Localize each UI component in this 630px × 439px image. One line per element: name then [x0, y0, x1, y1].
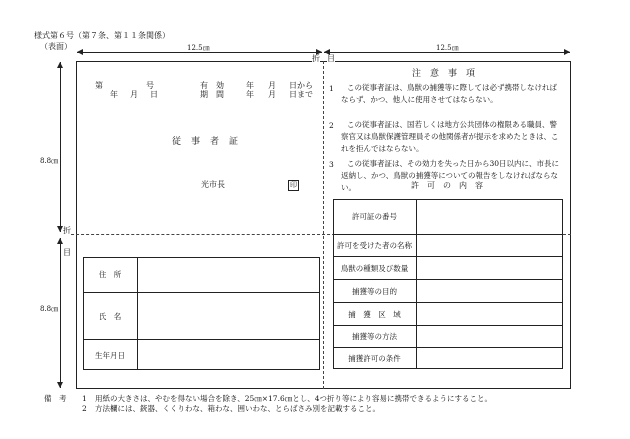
- valid-to-year: 年: [246, 90, 254, 99]
- arrow-down-icon: [57, 382, 63, 388]
- issued-month: 月: [130, 90, 138, 99]
- issuer: 光市長: [201, 180, 225, 189]
- right-width-arrow-line: [324, 52, 570, 53]
- remark-text-2: 方法欄には、銃器、くくりわな、箱わな、囲いわな、とらばさみ別を記載すること。: [95, 404, 380, 413]
- holder-value-name[interactable]: [138, 293, 320, 339]
- issued-day: 日: [150, 90, 158, 99]
- arrow-up-icon: [57, 238, 63, 244]
- permit-value-permittee[interactable]: [417, 235, 563, 256]
- note-text-1: この従事者証は、鳥獣の捕獲等に際しては必ず携帯しなければならず、かつ、他人に使用させてはならない。: [341, 83, 557, 104]
- permit-value-purpose[interactable]: [417, 280, 563, 302]
- seal-stamp: 印: [290, 181, 297, 189]
- arrow-up-icon: [57, 62, 63, 68]
- permit-label-permittee: 許可を受けた者の名称: [337, 241, 412, 250]
- validity-label-1: 有 効: [200, 81, 224, 90]
- holder-label-address: 住 所: [98, 270, 122, 279]
- note-text-2: この従事者証は、国若しくは地方公共団体の権限ある職員、警察官又は鳥獣保護管理員その他関係者が提示を求めたときは、これを拒んではならない。: [341, 120, 559, 153]
- top-eye-mark: 目: [327, 54, 335, 63]
- vertical-fold-line: [323, 61, 324, 389]
- issued-year: 年: [110, 90, 118, 99]
- permit-label-number: 許可証の番号: [352, 212, 397, 221]
- remarks-label: 備 考: [44, 394, 67, 403]
- left-width-arrow-line: [77, 52, 322, 53]
- valid-from-day: 日から: [289, 81, 313, 90]
- validity-label-2: 期 間: [200, 90, 224, 99]
- permit-value-method[interactable]: [417, 326, 563, 347]
- remark-number-1: 1: [82, 394, 87, 403]
- permit-value-conditions[interactable]: [417, 348, 563, 369]
- valid-from-month: 月: [268, 81, 276, 90]
- remark-text-1: 用紙の大きさは、やむを得ない場合を除き、25㎝×17.6㎝とし、4つ折り等により容易に携帯できるようにすること。: [95, 394, 492, 403]
- number-suffix: 号: [146, 81, 154, 90]
- number-prefix: 第: [95, 81, 103, 90]
- top-height-arrow-line: [60, 62, 61, 232]
- valid-to-day: 日まで: [289, 90, 313, 99]
- note-text-3: この従事者証は、その効力を失った日から30日以内に、市長に返納し、かつ、鳥獣の捕獲等についての報告をしなければならない。: [341, 159, 560, 192]
- permit-label-conditions: 捕獲許可の条件: [348, 354, 401, 363]
- right-width-label: 12.5㎝: [436, 44, 459, 52]
- holder-value-birthdate[interactable]: [138, 340, 320, 370]
- top-fold-mark: 折: [312, 54, 320, 63]
- permit-label-area: 捕 獲 区 域: [348, 309, 401, 319]
- issuer-seal: [288, 180, 299, 191]
- arrow-right-icon: [564, 49, 570, 55]
- side-label: （表面）: [40, 42, 72, 51]
- permit-value-area[interactable]: [417, 303, 563, 325]
- note-number-2: 2: [329, 121, 334, 130]
- note-number-3: 3: [329, 160, 334, 169]
- remark-number-2: 2: [82, 404, 87, 413]
- valid-to-month: 月: [268, 90, 276, 99]
- permit-label-purpose: 捕獲等の目的: [352, 286, 397, 296]
- valid-from-year: 年: [246, 81, 254, 90]
- top-height-label: 8.8㎝: [40, 157, 59, 165]
- left-fold-mark: 折: [63, 226, 71, 235]
- form-title: 様式第６号（第７条、第１１条関係）: [34, 31, 170, 40]
- bottom-height-label: 8.8㎝: [40, 305, 59, 313]
- holder-label-birthdate: 生年月日: [95, 350, 125, 360]
- notes-title: 注 意 事 項: [412, 69, 476, 79]
- arrow-left-icon: [77, 49, 83, 55]
- certificate-title: 従 事 者 証: [172, 137, 239, 147]
- holder-value-address[interactable]: [138, 257, 320, 292]
- permit-title: 許 可 の 内 容: [411, 181, 483, 190]
- left-eye-mark: 目: [63, 248, 71, 257]
- bottom-height-arrow-line: [60, 238, 61, 388]
- left-width-label: 12.5㎝: [187, 44, 210, 52]
- permit-label-method: 捕獲等の方法: [352, 332, 397, 341]
- permit-value-number[interactable]: [417, 199, 563, 234]
- holder-label-name: 氏 名: [98, 311, 122, 321]
- permit-label-species: 鳥獣の種類及び数量: [340, 263, 409, 273]
- permit-value-species[interactable]: [417, 257, 563, 279]
- note-number-1: 1: [329, 84, 334, 93]
